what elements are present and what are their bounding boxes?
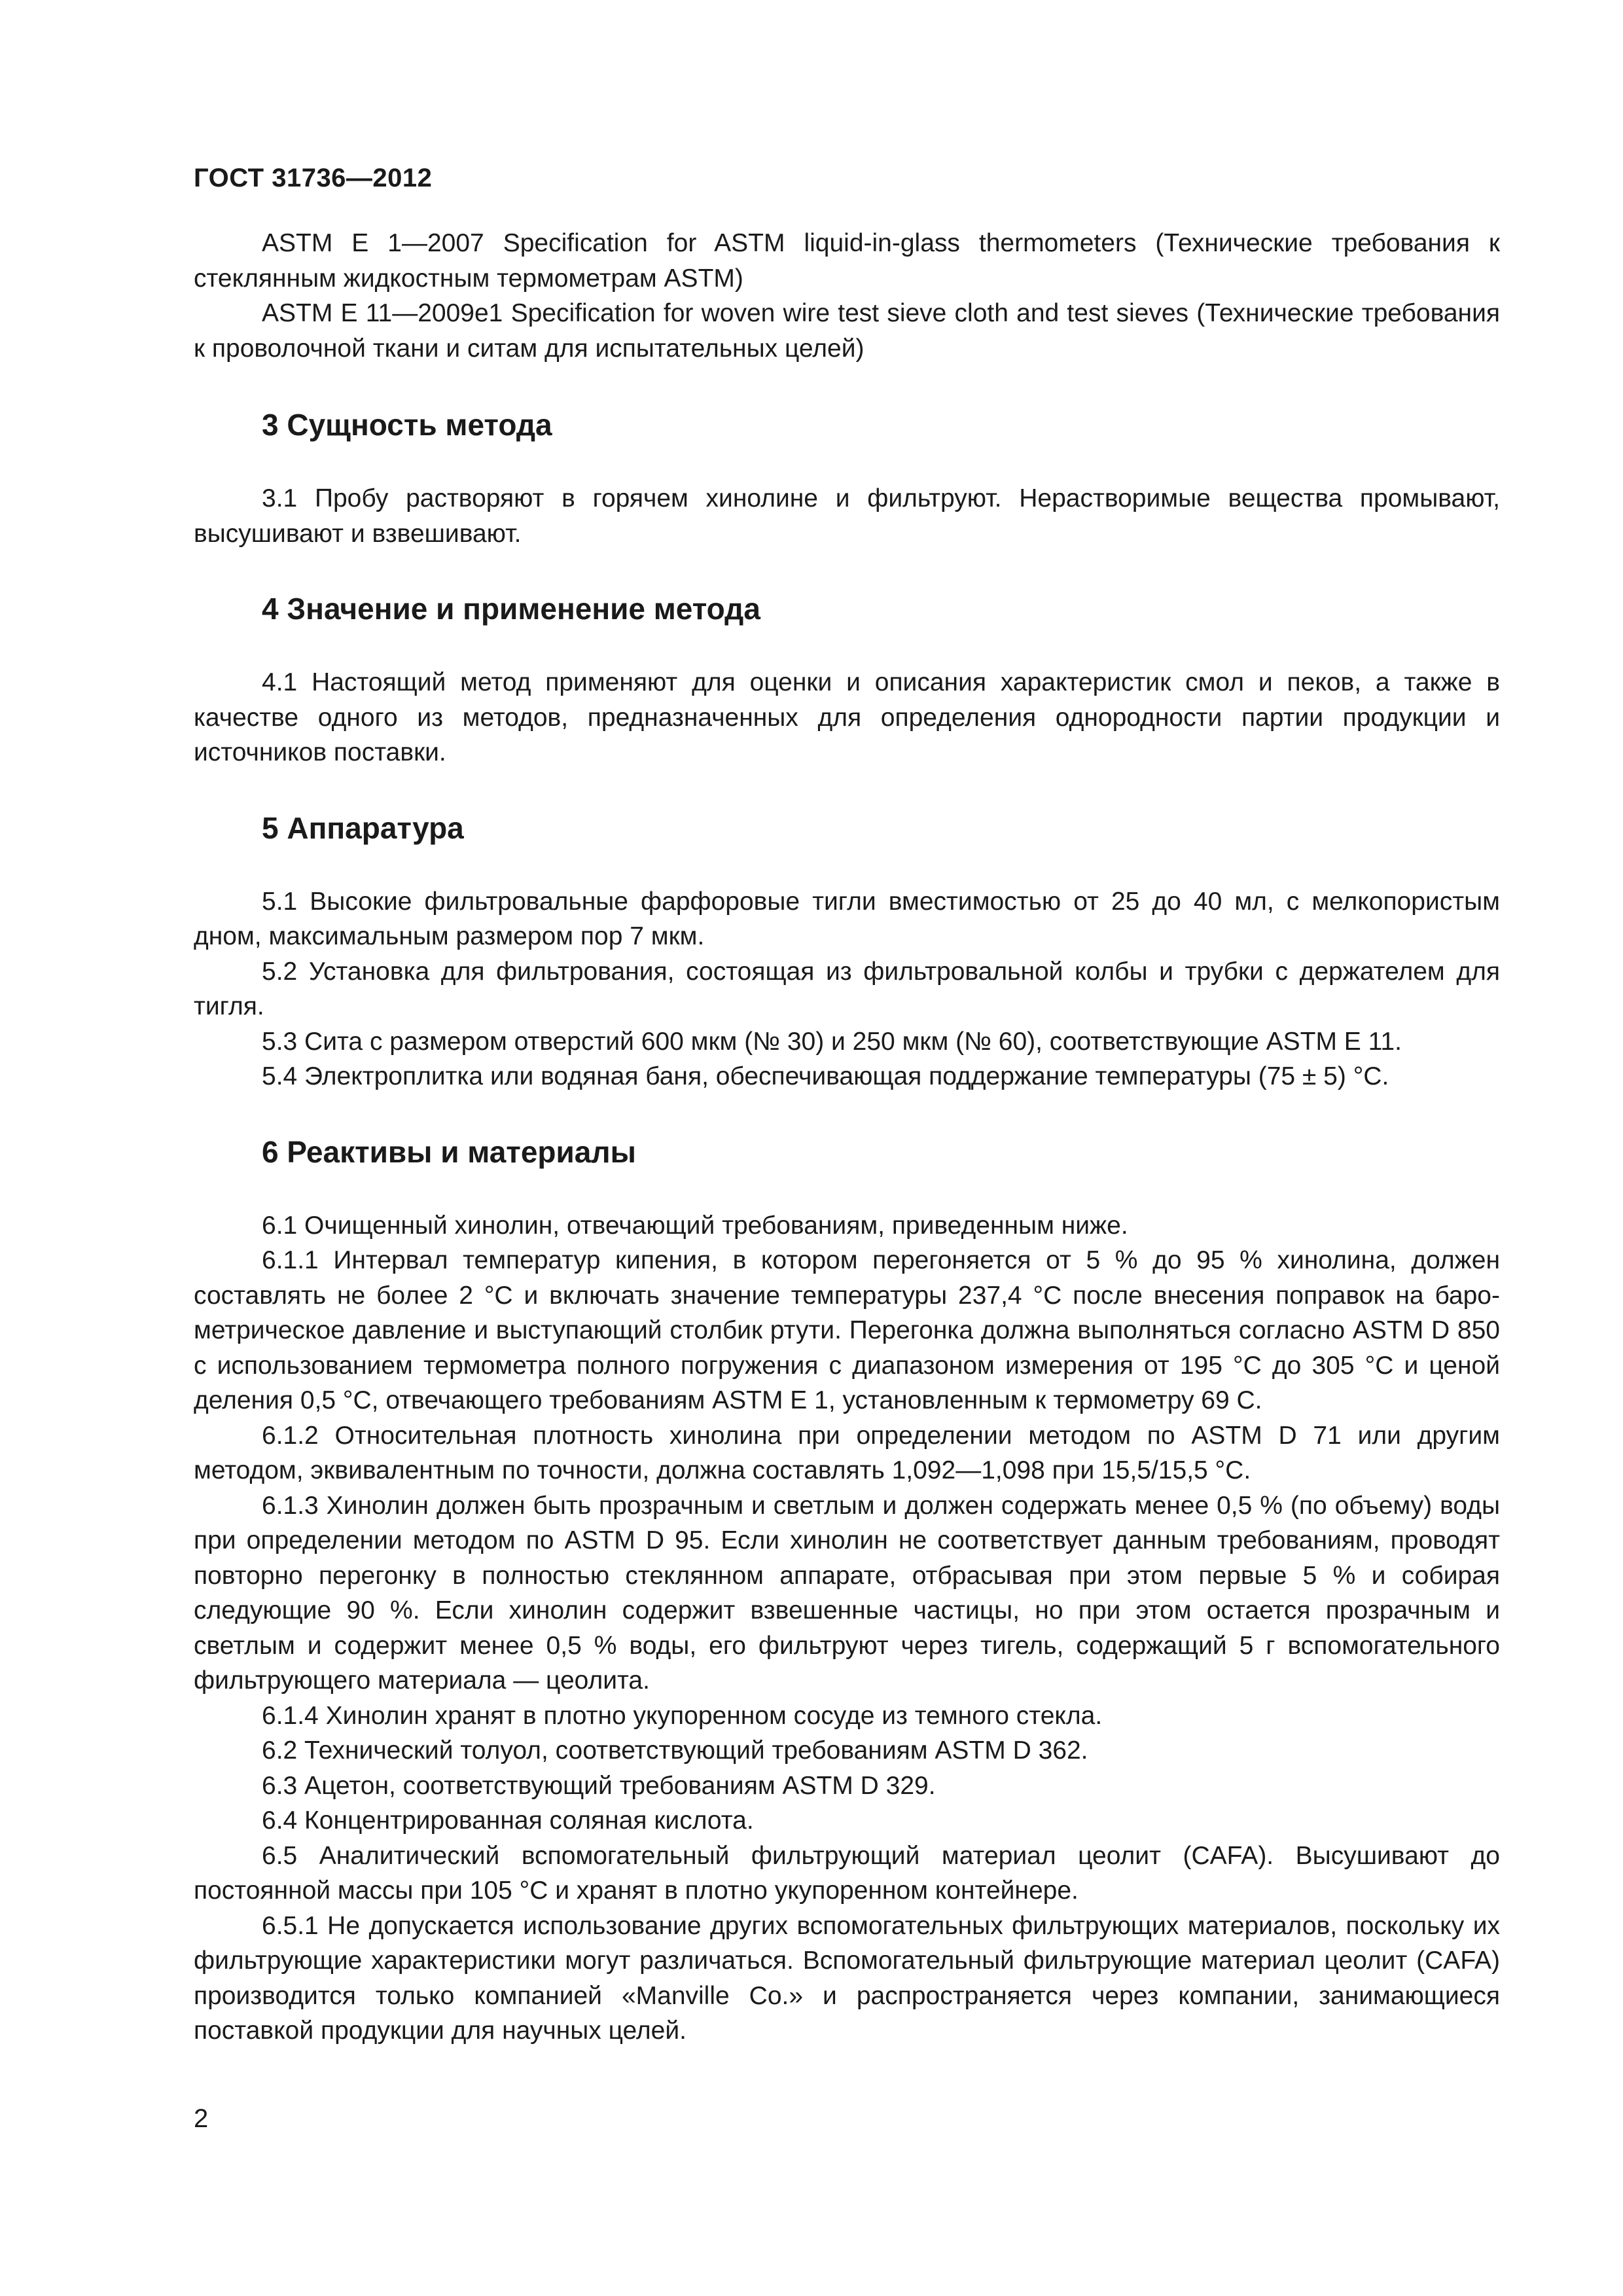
paragraph-6-5-1: 6.5.1 Не допускается использование других вспомогательных фильтрующих материалов, поскольку их фильтрующие характеристики могут различаться. Вспомогательный фильтрующие материал цеолит (CAFA) производится только компанией «Manville Co.» и распространяется через компании, занимающиеся поставкой продукции для научных целей. [194, 1911, 1500, 2045]
paragraph-6-1: 6.1 Очищенный хинолин, отвечающий требованиям, приведенным ниже. [262, 1211, 1128, 1240]
section-6-title: 6 Реактивы и материалы [262, 1134, 636, 1169]
reference-astm-e11: ASTM E 11—2009e1 Specification for woven wire test sieve cloth and test sieves (Технические требования к проволочной ткани и ситам для испытательных целей) [194, 299, 1500, 363]
paragraph-6-2: 6.2 Технический толуол, соответствующий требованиям ASTM D 362. [262, 1736, 1088, 1765]
reference-astm-e1: ASTM E 1—2007 Specification for ASTM liquid-in-glass thermometers (Технические требования к стеклянным жидкостным термометрам ASTM) [194, 229, 1500, 293]
paragraph-5-4: 5.4 Электроплитка или водяная баня, обеспечивающая поддержание температуры (75 ± 5) °С. [262, 1062, 1389, 1090]
paragraph-6-1-1: 6.1.1 Интервал температур кипения, в котором перегоняется от 5 % до 95 % хинолина, должен составлять не более 2 °С и включать значение температуры 237,4 °С после внесения поправок на барометрическое давление и выступающий столбик ртути. Перегонка должна выполняться согласно ASTM D 850 с использованием термометра полного погружения с диапазоном измерения от 195 °С до 305 °С и ценой деления 0,5 °С, отвечающего требованиям ASTM E 1, установленным к термометру 69 С. [194, 1246, 1500, 1414]
section-4-title: 4 Значение и применение метода [262, 592, 760, 626]
paragraph-5-2: 5.2 Установка для фильтрования, состоящая из фильтровальной колбы и трубки с держателем для тигля. [194, 957, 1500, 1020]
page-number: 2 [194, 2104, 209, 2133]
paragraph-6-1-4: 6.1.4 Хинолин хранят в плотно укупоренном сосуде из темного стекла. [262, 1701, 1103, 1730]
document-header-id: ГОСТ 31736—2012 [194, 164, 433, 192]
paragraph-6-3: 6.3 Ацетон, соответствующий требованиям ASTM D 329. [262, 1771, 936, 1800]
paragraph-3-1: 3.1 Пробу растворяют в горячем хинолине и фильтруют. Нерастворимые вещества промывают, высушивают и взвешивают. [194, 484, 1500, 548]
paragraph-6-1-3: 6.1.3 Хинолин должен быть прозрачным и светлым и должен содержать менее 0,5 % (по объему) воды при определении методом по ASTM D 95. Если хинолин не соответствует данным требованиям, проводят повторно перегонку в полностью стеклянном аппарате, отбрасывая при этом первые 5 % и собирая следующие 90 %. Если хинолин содержит взвешенные частицы, но при этом остается прозрачным и светлым и содержит менее 0,5 % воды, его фильтруют через тигель, содержащий 5 г вспомогательного фильтрующего материала — цеолита. [194, 1491, 1500, 1695]
paragraph-4-1: 4.1 Настоящий метод применяют для оценки и описания характеристик смол и пеков, а также в качестве одного из методов, предназначенных для определения однородности партии продукции и источников поставки. [194, 668, 1500, 766]
paragraph-5-3: 5.3 Сита с размером отверстий 600 мкм (№ 30) и 250 мкм (№ 60), соответствующие ASTM E 11. [262, 1027, 1402, 1056]
paragraph-6-5: 6.5 Аналитический вспомогательный фильтрующий материал цеолит (CAFA). Высушивают до постоянной массы при 105 °С и хранят в плотно укупоренном контейнере. [194, 1841, 1500, 1905]
paragraph-5-1: 5.1 Высокие фильтровальные фарфоровые тигли вместимостью от 25 до 40 мл, с мелкопористым дном, максимальным размером пор 7 мкм. [194, 887, 1500, 950]
paragraph-6-1-2: 6.1.2 Относительная плотность хинолина при определении методом по ASTM D 71 или другим методом, эквивалентным по точности, должна составлять 1,092—1,098 при 15,5/15,5 °С. [194, 1421, 1500, 1484]
section-3-title: 3 Сущность метода [262, 408, 552, 442]
section-5-title: 5 Аппаратура [262, 810, 464, 845]
document-body [194, 226, 1500, 2049]
paragraph-6-4: 6.4 Концентрированная соляная кислота. [262, 1806, 754, 1835]
